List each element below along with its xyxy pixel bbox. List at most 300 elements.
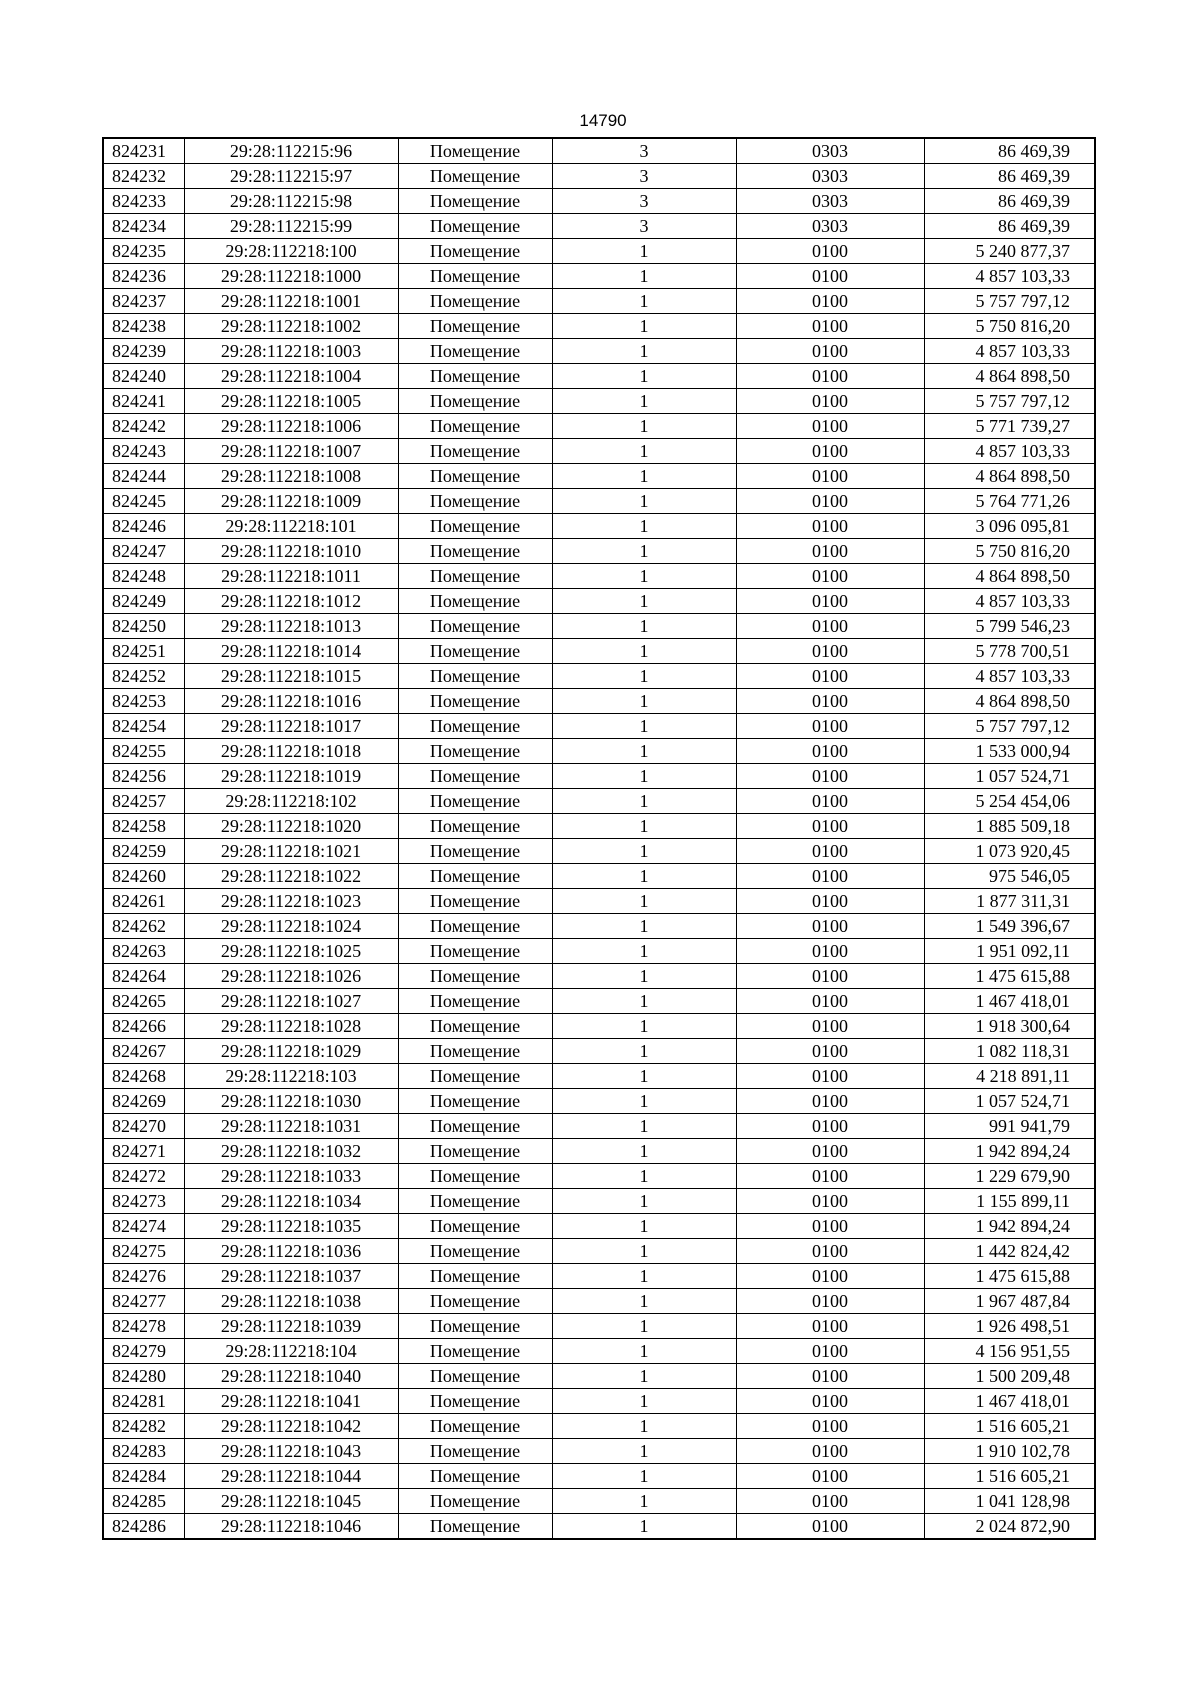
cadastral-value-cell: 1 475 615,88 <box>924 964 1095 989</box>
row-number-cell: 824258 <box>103 814 184 839</box>
table-row <box>103 464 1095 489</box>
table-row <box>103 964 1095 989</box>
cadastral-number-cell: 29:28:112218:1001 <box>184 289 398 314</box>
row-number-cell: 824247 <box>103 539 184 564</box>
object-type-cell: Помещение <box>398 1314 552 1339</box>
table-row <box>103 639 1095 664</box>
cadastral-number-cell: 29:28:112215:96 <box>184 138 398 164</box>
object-type-cell: Помещение <box>398 639 552 664</box>
activity-code-cell: 0100 <box>736 1389 924 1414</box>
object-type-cell: Помещение <box>398 1014 552 1039</box>
activity-code-cell: 0100 <box>736 414 924 439</box>
activity-code-cell: 0303 <box>736 164 924 189</box>
cadastral-value-cell: 975 546,05 <box>924 864 1095 889</box>
object-type-cell: Помещение <box>398 1114 552 1139</box>
object-type-cell: Помещение <box>398 364 552 389</box>
object-type-cell: Помещение <box>398 864 552 889</box>
group-code-cell: 1 <box>552 1389 736 1414</box>
cadastral-value-cell: 86 469,39 <box>924 189 1095 214</box>
row-number-cell: 824245 <box>103 489 184 514</box>
object-type-cell: Помещение <box>398 1464 552 1489</box>
table-row <box>103 1139 1095 1164</box>
object-type-cell: Помещение <box>398 214 552 239</box>
cadastral-value-cell: 1 057 524,71 <box>924 764 1095 789</box>
object-type-cell: Помещение <box>398 739 552 764</box>
cadastral-number-cell: 29:28:112218:1006 <box>184 414 398 439</box>
group-code-cell: 3 <box>552 189 736 214</box>
group-code-cell: 3 <box>552 214 736 239</box>
group-code-cell: 1 <box>552 664 736 689</box>
cadastral-value-cell: 1 229 679,90 <box>924 1164 1095 1189</box>
row-number-cell: 824241 <box>103 389 184 414</box>
activity-code-cell: 0100 <box>736 1039 924 1064</box>
activity-code-cell: 0100 <box>736 1089 924 1114</box>
object-type-cell: Помещение <box>398 314 552 339</box>
cadastral-number-cell: 29:28:112218:1035 <box>184 1214 398 1239</box>
table-row <box>103 164 1095 189</box>
row-number-cell: 824281 <box>103 1389 184 1414</box>
cadastral-value-cell: 4 864 898,50 <box>924 564 1095 589</box>
row-number-cell: 824283 <box>103 1439 184 1464</box>
group-code-cell: 1 <box>552 839 736 864</box>
activity-code-cell: 0100 <box>736 889 924 914</box>
row-number-cell: 824266 <box>103 1014 184 1039</box>
activity-code-cell: 0100 <box>736 264 924 289</box>
cadastral-value-cell: 1 516 605,21 <box>924 1414 1095 1439</box>
cadastral-value-cell: 1 057 524,71 <box>924 1089 1095 1114</box>
cadastral-value-cell: 5 799 546,23 <box>924 614 1095 639</box>
cadastral-number-cell: 29:28:112218:1022 <box>184 864 398 889</box>
table-row <box>103 339 1095 364</box>
cadastral-number-cell: 29:28:112218:1042 <box>184 1414 398 1439</box>
row-number-cell: 824237 <box>103 289 184 314</box>
cadastral-value-cell: 4 156 951,55 <box>924 1339 1095 1364</box>
row-number-cell: 824253 <box>103 689 184 714</box>
cadastral-value-cell: 1 877 311,31 <box>924 889 1095 914</box>
object-type-cell: Помещение <box>398 164 552 189</box>
object-type-cell: Помещение <box>398 939 552 964</box>
cadastral-number-cell: 29:28:112218:1041 <box>184 1389 398 1414</box>
object-type-cell: Помещение <box>398 814 552 839</box>
group-code-cell: 1 <box>552 1189 736 1214</box>
table-row <box>103 1514 1095 1540</box>
cadastral-value-cell: 1 918 300,64 <box>924 1014 1095 1039</box>
group-code-cell: 1 <box>552 1064 736 1089</box>
table-row <box>103 1014 1095 1039</box>
cadastral-number-cell: 29:28:112218:100 <box>184 239 398 264</box>
cadastral-number-cell: 29:28:112218:1027 <box>184 989 398 1014</box>
cadastral-value-cell: 5 757 797,12 <box>924 289 1095 314</box>
cadastral-number-cell: 29:28:112218:1015 <box>184 664 398 689</box>
activity-code-cell: 0100 <box>736 1339 924 1364</box>
table-row <box>103 1439 1095 1464</box>
group-code-cell: 1 <box>552 1314 736 1339</box>
row-number-cell: 824276 <box>103 1264 184 1289</box>
row-number-cell: 824262 <box>103 914 184 939</box>
object-type-cell: Помещение <box>398 764 552 789</box>
group-code-cell: 1 <box>552 414 736 439</box>
object-type-cell: Помещение <box>398 1364 552 1389</box>
table-row <box>103 364 1095 389</box>
cadastral-number-cell: 29:28:112218:103 <box>184 1064 398 1089</box>
row-number-cell: 824275 <box>103 1239 184 1264</box>
activity-code-cell: 0100 <box>736 389 924 414</box>
row-number-cell: 824251 <box>103 639 184 664</box>
table-row <box>103 1389 1095 1414</box>
cadastral-number-cell: 29:28:112218:1005 <box>184 389 398 414</box>
cadastral-number-cell: 29:28:112218:1023 <box>184 889 398 914</box>
row-number-cell: 824250 <box>103 614 184 639</box>
table-row <box>103 839 1095 864</box>
activity-code-cell: 0100 <box>736 464 924 489</box>
table-row <box>103 789 1095 814</box>
row-number-cell: 824242 <box>103 414 184 439</box>
row-number-cell: 824235 <box>103 239 184 264</box>
activity-code-cell: 0100 <box>736 364 924 389</box>
cadastral-number-cell: 29:28:112218:1036 <box>184 1239 398 1264</box>
cadastral-value-cell: 1 967 487,84 <box>924 1289 1095 1314</box>
cadastral-value-cell: 1 910 102,78 <box>924 1439 1095 1464</box>
group-code-cell: 1 <box>552 1089 736 1114</box>
group-code-cell: 1 <box>552 1039 736 1064</box>
row-number-cell: 824286 <box>103 1514 184 1540</box>
group-code-cell: 1 <box>552 439 736 464</box>
object-type-cell: Помещение <box>398 664 552 689</box>
row-number-cell: 824234 <box>103 214 184 239</box>
table-row <box>103 589 1095 614</box>
table-row <box>103 414 1095 439</box>
row-number-cell: 824270 <box>103 1114 184 1139</box>
cadastral-number-cell: 29:28:112218:1033 <box>184 1164 398 1189</box>
object-type-cell: Помещение <box>398 789 552 814</box>
row-number-cell: 824238 <box>103 314 184 339</box>
group-code-cell: 1 <box>552 539 736 564</box>
group-code-cell: 1 <box>552 464 736 489</box>
cadastral-value-cell: 1 951 092,11 <box>924 939 1095 964</box>
activity-code-cell: 0100 <box>736 1414 924 1439</box>
group-code-cell: 1 <box>552 714 736 739</box>
activity-code-cell: 0100 <box>736 1064 924 1089</box>
activity-code-cell: 0100 <box>736 1189 924 1214</box>
cadastral-number-cell: 29:28:112215:97 <box>184 164 398 189</box>
row-number-cell: 824233 <box>103 189 184 214</box>
row-number-cell: 824271 <box>103 1139 184 1164</box>
row-number-cell: 824249 <box>103 589 184 614</box>
table-row <box>103 614 1095 639</box>
object-type-cell: Помещение <box>398 189 552 214</box>
group-code-cell: 1 <box>552 489 736 514</box>
group-code-cell: 1 <box>552 614 736 639</box>
object-type-cell: Помещение <box>398 1064 552 1089</box>
group-code-cell: 1 <box>552 1489 736 1514</box>
row-number-cell: 824261 <box>103 889 184 914</box>
table-row <box>103 539 1095 564</box>
cadastral-number-cell: 29:28:112218:1032 <box>184 1139 398 1164</box>
object-type-cell: Помещение <box>398 1414 552 1439</box>
row-number-cell: 824284 <box>103 1464 184 1489</box>
group-code-cell: 1 <box>552 1164 736 1189</box>
cadastral-value-cell: 1 885 509,18 <box>924 814 1095 839</box>
table-row <box>103 1214 1095 1239</box>
cadastral-number-cell: 29:28:112218:1010 <box>184 539 398 564</box>
cadastral-value-cell: 4 864 898,50 <box>924 464 1095 489</box>
object-type-cell: Помещение <box>398 1214 552 1239</box>
row-number-cell: 824236 <box>103 264 184 289</box>
group-code-cell: 1 <box>552 264 736 289</box>
row-number-cell: 824239 <box>103 339 184 364</box>
table-row <box>103 689 1095 714</box>
table-row <box>103 1064 1095 1089</box>
cadastral-number-cell: 29:28:112218:1000 <box>184 264 398 289</box>
cadastral-value-cell: 5 771 739,27 <box>924 414 1095 439</box>
cadastral-value-cell: 1 073 920,45 <box>924 839 1095 864</box>
row-number-cell: 824280 <box>103 1364 184 1389</box>
cadastral-number-cell: 29:28:112218:1021 <box>184 839 398 864</box>
row-number-cell: 824279 <box>103 1339 184 1364</box>
object-type-cell: Помещение <box>398 1514 552 1540</box>
group-code-cell: 1 <box>552 1264 736 1289</box>
group-code-cell: 1 <box>552 914 736 939</box>
activity-code-cell: 0100 <box>736 789 924 814</box>
table-row <box>103 489 1095 514</box>
group-code-cell: 1 <box>552 389 736 414</box>
group-code-cell: 1 <box>552 339 736 364</box>
activity-code-cell: 0303 <box>736 214 924 239</box>
cadastral-value-cell: 4 857 103,33 <box>924 264 1095 289</box>
table-row <box>103 564 1095 589</box>
group-code-cell: 1 <box>552 289 736 314</box>
activity-code-cell: 0100 <box>736 1489 924 1514</box>
table-row <box>103 1339 1095 1364</box>
table-row <box>103 1089 1095 1114</box>
group-code-cell: 1 <box>552 889 736 914</box>
cadastral-number-cell: 29:28:112218:1018 <box>184 739 398 764</box>
row-number-cell: 824244 <box>103 464 184 489</box>
object-type-cell: Помещение <box>398 414 552 439</box>
activity-code-cell: 0100 <box>736 639 924 664</box>
cadastral-number-cell: 29:28:112218:1002 <box>184 314 398 339</box>
table-row <box>103 1289 1095 1314</box>
table-row <box>103 889 1095 914</box>
activity-code-cell: 0100 <box>736 289 924 314</box>
cadastral-value-cell: 1 533 000,94 <box>924 739 1095 764</box>
cadastral-number-cell: 29:28:112218:1037 <box>184 1264 398 1289</box>
group-code-cell: 1 <box>552 1014 736 1039</box>
cadastral-number-cell: 29:28:112218:1043 <box>184 1439 398 1464</box>
row-number-cell: 824263 <box>103 939 184 964</box>
group-code-cell: 1 <box>552 1289 736 1314</box>
activity-code-cell: 0100 <box>736 314 924 339</box>
object-type-cell: Помещение <box>398 914 552 939</box>
cadastral-number-cell: 29:28:112218:1013 <box>184 614 398 639</box>
activity-code-cell: 0100 <box>736 1214 924 1239</box>
table-row <box>103 714 1095 739</box>
cadastral-number-cell: 29:28:112218:102 <box>184 789 398 814</box>
group-code-cell: 1 <box>552 314 736 339</box>
cadastral-value-cell: 4 218 891,11 <box>924 1064 1095 1089</box>
group-code-cell: 1 <box>552 364 736 389</box>
activity-code-cell: 0100 <box>736 864 924 889</box>
activity-code-cell: 0100 <box>736 989 924 1014</box>
group-code-cell: 1 <box>552 989 736 1014</box>
object-type-cell: Помещение <box>398 564 552 589</box>
group-code-cell: 1 <box>552 1239 736 1264</box>
group-code-cell: 1 <box>552 564 736 589</box>
cadastral-number-cell: 29:28:112218:1004 <box>184 364 398 389</box>
group-code-cell: 3 <box>552 138 736 164</box>
object-type-cell: Помещение <box>398 1264 552 1289</box>
table-row <box>103 864 1095 889</box>
activity-code-cell: 0100 <box>736 1364 924 1389</box>
registry-table <box>102 137 1096 1540</box>
row-number-cell: 824256 <box>103 764 184 789</box>
group-code-cell: 1 <box>552 939 736 964</box>
table-row <box>103 764 1095 789</box>
object-type-cell: Помещение <box>398 339 552 364</box>
table-row <box>103 914 1095 939</box>
activity-code-cell: 0100 <box>736 439 924 464</box>
group-code-cell: 3 <box>552 164 736 189</box>
cadastral-number-cell: 29:28:112218:1012 <box>184 589 398 614</box>
table-row <box>103 1114 1095 1139</box>
object-type-cell: Помещение <box>398 1339 552 1364</box>
cadastral-value-cell: 1 467 418,01 <box>924 1389 1095 1414</box>
activity-code-cell: 0303 <box>736 189 924 214</box>
cadastral-number-cell: 29:28:112218:1030 <box>184 1089 398 1114</box>
cadastral-value-cell: 86 469,39 <box>924 164 1095 189</box>
cadastral-value-cell: 2 024 872,90 <box>924 1514 1095 1540</box>
group-code-cell: 1 <box>552 1464 736 1489</box>
object-type-cell: Помещение <box>398 1164 552 1189</box>
table-row <box>103 1464 1095 1489</box>
group-code-cell: 1 <box>552 639 736 664</box>
object-type-cell: Помещение <box>398 138 552 164</box>
cadastral-value-cell: 4 857 103,33 <box>924 339 1095 364</box>
cadastral-value-cell: 991 941,79 <box>924 1114 1095 1139</box>
object-type-cell: Помещение <box>398 539 552 564</box>
cadastral-number-cell: 29:28:112218:1038 <box>184 1289 398 1314</box>
object-type-cell: Помещение <box>398 589 552 614</box>
row-number-cell: 824232 <box>103 164 184 189</box>
cadastral-number-cell: 29:28:112218:1039 <box>184 1314 398 1339</box>
object-type-cell: Помещение <box>398 389 552 414</box>
table-row <box>103 138 1095 164</box>
object-type-cell: Помещение <box>398 1189 552 1214</box>
group-code-cell: 1 <box>552 1414 736 1439</box>
object-type-cell: Помещение <box>398 964 552 989</box>
row-number-cell: 824252 <box>103 664 184 689</box>
activity-code-cell: 0303 <box>736 138 924 164</box>
group-code-cell: 1 <box>552 789 736 814</box>
object-type-cell: Помещение <box>398 1489 552 1514</box>
object-type-cell: Помещение <box>398 689 552 714</box>
cadastral-value-cell: 5 757 797,12 <box>924 714 1095 739</box>
table-row <box>103 1264 1095 1289</box>
object-type-cell: Помещение <box>398 1439 552 1464</box>
table-row <box>103 389 1095 414</box>
activity-code-cell: 0100 <box>736 1139 924 1164</box>
object-type-cell: Помещение <box>398 289 552 314</box>
row-number-cell: 824264 <box>103 964 184 989</box>
row-number-cell: 824243 <box>103 439 184 464</box>
table-row <box>103 939 1095 964</box>
cadastral-value-cell: 4 857 103,33 <box>924 664 1095 689</box>
cadastral-number-cell: 29:28:112218:1009 <box>184 489 398 514</box>
activity-code-cell: 0100 <box>736 489 924 514</box>
group-code-cell: 1 <box>552 1139 736 1164</box>
table-row <box>103 1364 1095 1389</box>
cadastral-number-cell: 29:28:112218:1014 <box>184 639 398 664</box>
object-type-cell: Помещение <box>398 1139 552 1164</box>
cadastral-number-cell: 29:28:112218:101 <box>184 514 398 539</box>
object-type-cell: Помещение <box>398 889 552 914</box>
cadastral-value-cell: 1 475 615,88 <box>924 1264 1095 1289</box>
group-code-cell: 1 <box>552 764 736 789</box>
object-type-cell: Помещение <box>398 439 552 464</box>
object-type-cell: Помещение <box>398 1289 552 1314</box>
activity-code-cell: 0100 <box>736 564 924 589</box>
cadastral-number-cell: 29:28:112218:104 <box>184 1339 398 1364</box>
activity-code-cell: 0100 <box>736 714 924 739</box>
activity-code-cell: 0100 <box>736 1289 924 1314</box>
cadastral-value-cell: 1 041 128,98 <box>924 1489 1095 1514</box>
activity-code-cell: 0100 <box>736 939 924 964</box>
cadastral-number-cell: 29:28:112218:1017 <box>184 714 398 739</box>
object-type-cell: Помещение <box>398 989 552 1014</box>
cadastral-number-cell: 29:28:112215:99 <box>184 214 398 239</box>
cadastral-number-cell: 29:28:112215:98 <box>184 189 398 214</box>
cadastral-number-cell: 29:28:112218:1024 <box>184 914 398 939</box>
cadastral-value-cell: 5 240 877,37 <box>924 239 1095 264</box>
group-code-cell: 1 <box>552 1214 736 1239</box>
activity-code-cell: 0100 <box>736 839 924 864</box>
activity-code-cell: 0100 <box>736 614 924 639</box>
cadastral-value-cell: 5 757 797,12 <box>924 389 1095 414</box>
cadastral-number-cell: 29:28:112218:1011 <box>184 564 398 589</box>
object-type-cell: Помещение <box>398 1239 552 1264</box>
table-row <box>103 1489 1095 1514</box>
object-type-cell: Помещение <box>398 614 552 639</box>
cadastral-value-cell: 1 467 418,01 <box>924 989 1095 1014</box>
activity-code-cell: 0100 <box>736 1114 924 1139</box>
cadastral-value-cell: 5 764 771,26 <box>924 489 1095 514</box>
cadastral-number-cell: 29:28:112218:1034 <box>184 1189 398 1214</box>
cadastral-value-cell: 1 926 498,51 <box>924 1314 1095 1339</box>
group-code-cell: 1 <box>552 814 736 839</box>
activity-code-cell: 0100 <box>736 689 924 714</box>
row-number-cell: 824273 <box>103 1189 184 1214</box>
table-row <box>103 289 1095 314</box>
cadastral-number-cell: 29:28:112218:1028 <box>184 1014 398 1039</box>
cadastral-value-cell: 3 096 095,81 <box>924 514 1095 539</box>
activity-code-cell: 0100 <box>736 339 924 364</box>
row-number-cell: 824246 <box>103 514 184 539</box>
cadastral-number-cell: 29:28:112218:1046 <box>184 1514 398 1540</box>
group-code-cell: 1 <box>552 1339 736 1364</box>
activity-code-cell: 0100 <box>736 539 924 564</box>
row-number-cell: 824231 <box>103 138 184 164</box>
row-number-cell: 824272 <box>103 1164 184 1189</box>
object-type-cell: Помещение <box>398 1089 552 1114</box>
row-number-cell: 824240 <box>103 364 184 389</box>
object-type-cell: Помещение <box>398 839 552 864</box>
cadastral-number-cell: 29:28:112218:1016 <box>184 689 398 714</box>
group-code-cell: 1 <box>552 1364 736 1389</box>
cadastral-value-cell: 1 942 894,24 <box>924 1214 1095 1239</box>
cadastral-number-cell: 29:28:112218:1019 <box>184 764 398 789</box>
activity-code-cell: 0100 <box>736 1464 924 1489</box>
cadastral-value-cell: 86 469,39 <box>924 138 1095 164</box>
